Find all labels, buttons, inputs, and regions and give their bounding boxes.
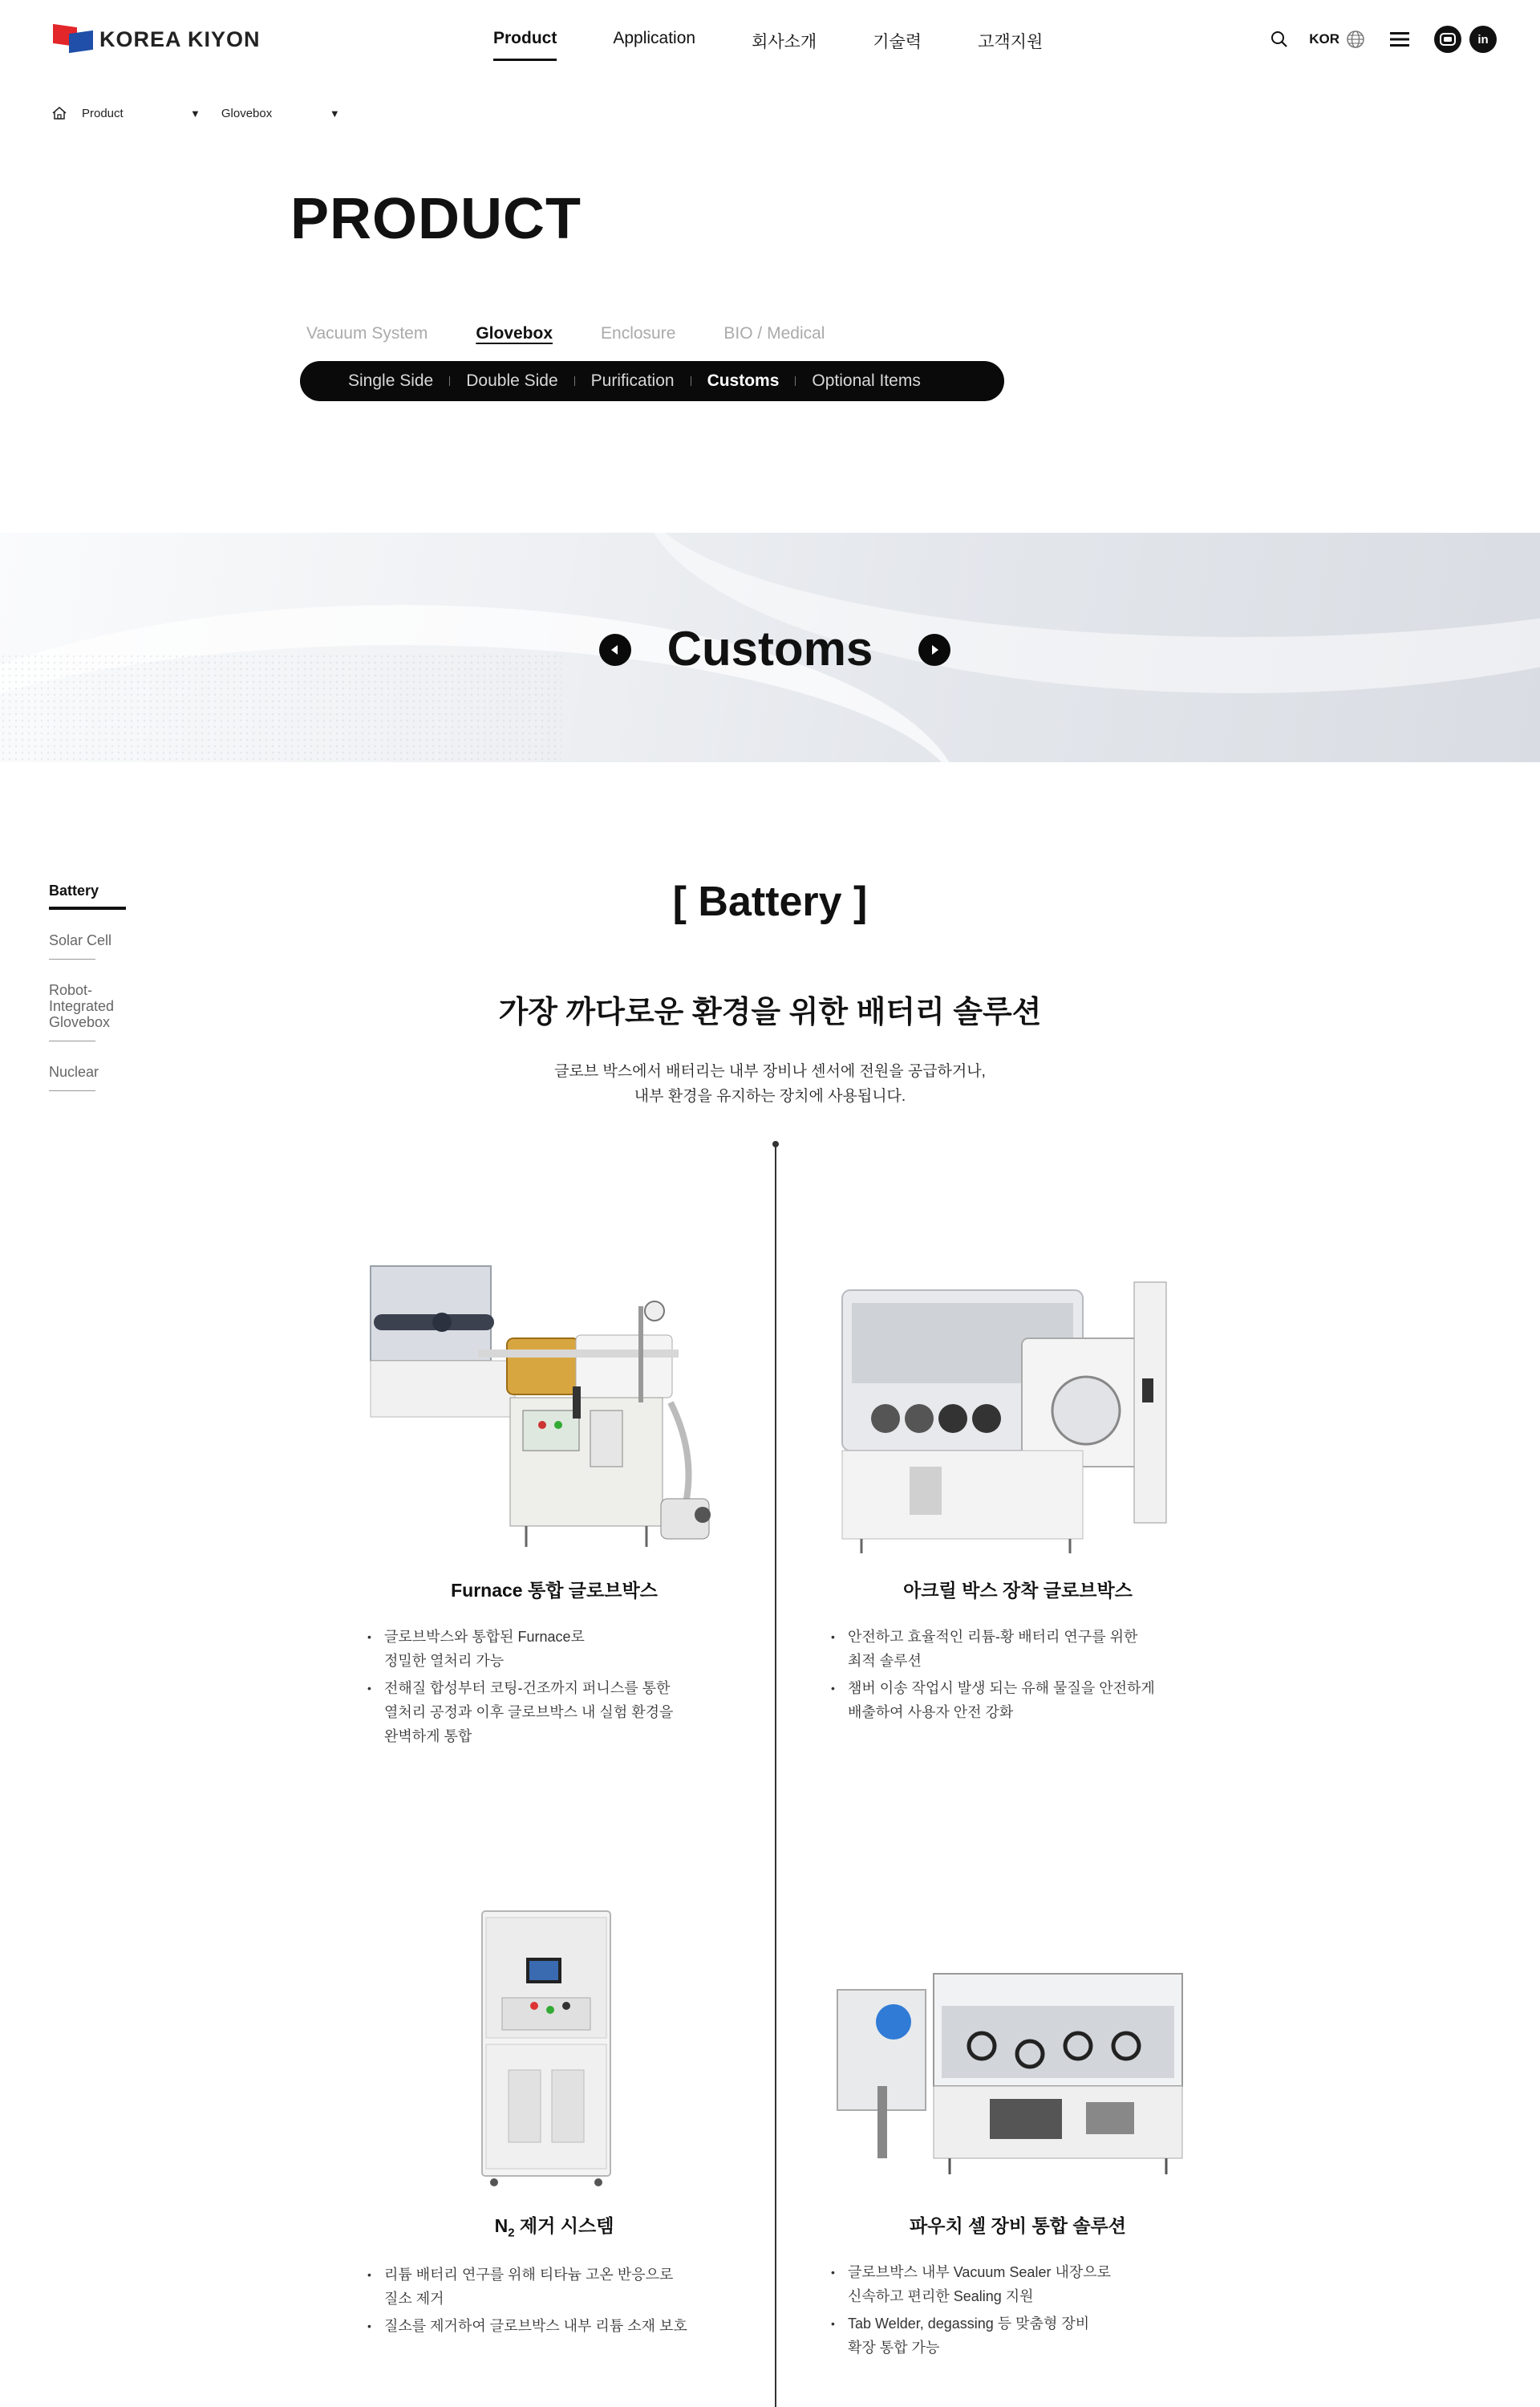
divider: [795, 376, 796, 386]
linkedin-icon[interactable]: in: [1469, 26, 1497, 53]
header-utilities: [1270, 26, 1497, 53]
sub-tabs-bar: [300, 361, 1004, 401]
card-title: 아크릴 박스 장착 글로브박스: [903, 1580, 1133, 1601]
bullet-item: • 안전하고 효율적인 리튬-황 배터리 연구를 위한 최적 솔루션: [829, 1625, 1206, 1673]
nav-item-company[interactable]: 회사소개: [752, 33, 817, 51]
bullet-item: • 글로브박스 내부 Vacuum Sealer 내장으로 신속하고 편리한 Sealing 지원: [829, 2260, 1206, 2308]
acrylic-glovebox-image: [829, 1258, 1206, 1563]
breadcrumb: [51, 106, 361, 120]
product-card-acrylic: [829, 1258, 1206, 1727]
nav-item-application[interactable]: Application: [613, 29, 696, 47]
section-title: [ Battery ]: [672, 879, 868, 925]
bullet-item: • Tab Welder, degassing 등 맞춤형 장비 확장 통합 가능: [829, 2312, 1206, 2360]
category-tabs: [306, 324, 873, 343]
subtab-optional-items[interactable]: Optional Items: [812, 371, 921, 390]
furnace-glovebox-image: [366, 1258, 743, 1563]
tab-enclosure[interactable]: Enclosure: [601, 324, 676, 343]
side-item-nuclear[interactable]: Nuclear: [49, 1064, 137, 1091]
card-title-part: 제거 시스템: [514, 2215, 614, 2236]
korea-kiyon-logo[interactable]: [53, 26, 261, 53]
divider: [449, 376, 450, 386]
bullet-item: • 질소를 제거하여 글로브박스 내부 리튬 소재 보호: [366, 2314, 743, 2338]
side-item-robot-integrated-glovebox[interactable]: Robot- Integrated Glovebox: [49, 982, 137, 1041]
caret-down-icon: ▼: [329, 107, 340, 120]
logo-text: KOREA KIYON: [99, 26, 261, 51]
globe-icon: [1346, 30, 1365, 49]
hamburger-menu-icon[interactable]: [1389, 30, 1410, 49]
bullet-item: • 챔버 이송 작업시 발생 되는 유해 물질을 안전하게 배출하여 사용자 안전 강화: [829, 1676, 1206, 1724]
product-card-furnace: [366, 1258, 743, 1751]
logo-mark-icon: [53, 26, 93, 53]
card-title-part: N: [494, 2215, 509, 2236]
timeline-divider: [775, 1143, 776, 2407]
bullet-item: • 리튬 배터리 연구를 위해 티타늄 고온 반응으로 질소 제거: [366, 2263, 743, 2311]
tab-glovebox[interactable]: Glovebox: [476, 324, 553, 343]
youtube-icon[interactable]: [1434, 26, 1461, 53]
breadcrumb-product-label: Product: [82, 106, 124, 120]
pouch-cell-solution-image: [829, 1902, 1206, 2206]
bullet-item: • 전해질 합성부터 코팅-건조까지 퍼니스를 통한 열처리 공정과 이후 글로브박스 내 실험 환경을 완벽하게 통합: [366, 1676, 743, 1748]
card-bullets: [366, 2263, 743, 2338]
arrow-right-icon: [928, 643, 941, 656]
card-bullets: [829, 1625, 1206, 1724]
home-icon[interactable]: [51, 106, 67, 120]
caret-down-icon: ▼: [190, 107, 201, 120]
card-title-subscript: 2: [508, 2226, 515, 2240]
breadcrumb-glovebox-label: Glovebox: [221, 106, 273, 120]
nav-item-product[interactable]: Product: [493, 29, 557, 61]
description-line: 글로브 박스에서 배터리는 내부 장비나 센서에 전원을 공급하거나,: [554, 1063, 986, 1080]
section-description: [0, 1059, 1540, 1109]
side-item-battery[interactable]: Battery: [49, 883, 137, 910]
breadcrumb-glovebox-dropdown[interactable]: [221, 107, 361, 120]
nav-item-technology[interactable]: 기술력: [873, 33, 922, 51]
site-header: [0, 0, 1540, 80]
card-title: [366, 2211, 743, 2240]
product-card-pouch-cell: [829, 1902, 1206, 2363]
section-subtitle: 가장 까다로운 환경을 위한 배터리 솔루션: [498, 996, 1042, 1029]
language-selector[interactable]: [1309, 30, 1365, 49]
subtab-purification[interactable]: Purification: [590, 371, 675, 390]
card-title: 파우치 셀 장비 통합 솔루션: [910, 2215, 1126, 2236]
card-title: Furnace 통합 글로브박스: [451, 1580, 658, 1601]
subtab-double-side[interactable]: Double Side: [466, 371, 558, 390]
n2-removal-system-image: [366, 1902, 743, 2206]
card-bullets: [829, 2260, 1206, 2360]
breadcrumb-product-dropdown[interactable]: [82, 107, 221, 120]
product-card-n2-removal: [366, 1902, 743, 2341]
category-banner: [0, 533, 1540, 762]
description-line: 내부 환경을 유지하는 장치에 사용됩니다.: [634, 1088, 906, 1105]
side-item-solar-cell[interactable]: Solar Cell: [49, 932, 137, 960]
search-icon[interactable]: [1270, 30, 1288, 48]
banner-title: Customs: [667, 622, 873, 676]
subtab-customs[interactable]: Customs: [707, 371, 780, 390]
page-title: PRODUCT: [290, 187, 582, 251]
tab-vacuum-system[interactable]: Vacuum System: [306, 324, 428, 343]
bullet-item: • 글로브박스와 통합된 Furnace로 정밀한 열처리 가능: [366, 1625, 743, 1673]
main-nav: [493, 29, 1099, 61]
next-arrow-button[interactable]: [918, 634, 950, 666]
nav-item-support[interactable]: 고객지원: [978, 33, 1044, 51]
subtab-single-side[interactable]: Single Side: [348, 371, 434, 390]
tab-bio-medical[interactable]: BIO / Medical: [723, 324, 825, 343]
card-bullets: [366, 1625, 743, 1748]
divider: [574, 376, 575, 386]
language-label: KOR: [1309, 31, 1339, 47]
